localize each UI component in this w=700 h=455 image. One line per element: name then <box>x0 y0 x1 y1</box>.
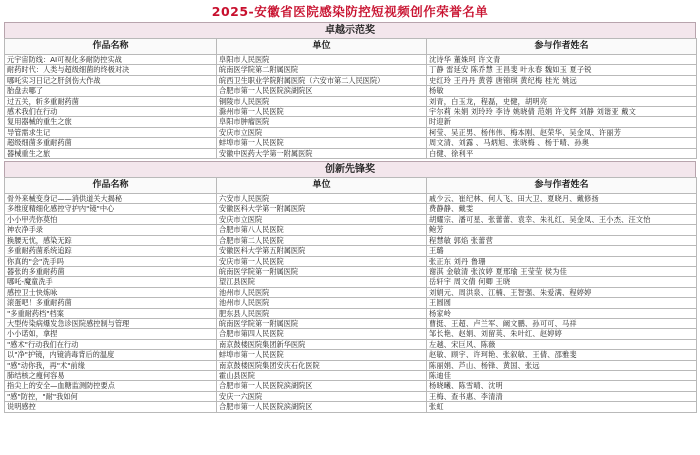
table-row <box>5 138 697 148</box>
table-row <box>5 370 697 380</box>
cell-unit: 池州市人民医院 <box>217 298 427 308</box>
table-row <box>5 402 697 412</box>
table-row <box>5 96 697 106</box>
cell-unit: 合肥市第四人民医院 <box>217 329 427 339</box>
cell-authors: 杨敏 <box>427 86 697 96</box>
cell-authors: 丁静 雷延安 陈乔慧 王昌斐 叶永春 魏如玉 夏子锐 <box>427 65 697 75</box>
cell-work-name: 多重耐药菌系统追踪 <box>5 246 217 256</box>
cell-unit: 合肥市第一人民医院滨湖院区 <box>217 402 427 412</box>
cell-unit: 皖南医学院第一附属医院 <box>217 318 427 328</box>
cell-work-name: 过五关，斩多重耐药菌 <box>5 96 217 106</box>
cell-unit: 阜阳市人民医院 <box>217 55 427 65</box>
cell-authors: 周文清、刘露 、马炳旭、张晓梅 、杨于晴、孙奥 <box>427 138 697 148</box>
table-row <box>5 127 697 137</box>
cell-work-name: 感控卫士快炼咏 <box>5 287 217 297</box>
table-row <box>5 277 697 287</box>
cell-unit: 霍山县医院 <box>217 370 427 380</box>
excellence-award-rows <box>5 55 697 159</box>
cell-unit: 肥东县人民医院 <box>217 308 427 318</box>
cell-authors: 胡耀宗、潘可星、张蕾蕾、袁幸、朱礼红、吴金凤、王小杰、汪文怡 <box>427 214 697 224</box>
cell-authors: 柯莹、吴正男、杨伟伟、梅本刚、赵荣华、吴金凤、许丽芳 <box>427 127 697 137</box>
header-authors: 参与作者姓名 <box>427 39 697 55</box>
table-row <box>5 381 697 391</box>
cell-unit: 皖西卫生职业学院附属医院（六安市第二人民医院） <box>217 75 427 85</box>
cell-authors: 费静静、戴雯 <box>427 204 697 214</box>
cell-authors: 左越、宋巨风、陈薇 <box>427 339 697 349</box>
cell-authors: 王圆圆 <box>427 298 697 308</box>
table-row <box>5 214 697 224</box>
cell-authors: 赵敏、顾宇、许珂艳、张叙敏、王倩、邵雅斐 <box>427 350 697 360</box>
cell-work-name: 多维度精细化感控守护内"镜"中心 <box>5 204 217 214</box>
header-authors: 参与作者姓名 <box>427 178 697 194</box>
table-row <box>5 204 697 214</box>
innovation-award-table <box>4 177 697 413</box>
cell-unit: 阜阳市肿瘤医院 <box>217 117 427 127</box>
table-row <box>5 329 697 339</box>
cell-authors: 戚少云、崔纪林、何人飞、田大卫、夏晓月、戴修扬 <box>427 194 697 204</box>
cell-work-name: 导管需求生记 <box>5 127 217 137</box>
cell-authors: 张虹 <box>427 402 697 412</box>
cell-unit: 安徽医科大学第五附属医院 <box>217 246 427 256</box>
cell-unit: 南京鼓楼医院集团安庆石化医院 <box>217 360 427 370</box>
cell-work-name: 你真的"会"洗手吗 <box>5 256 217 266</box>
innovation-award-rows <box>5 194 697 413</box>
table-row <box>5 225 697 235</box>
cell-authors: 王梅、查书惠、李清清 <box>427 391 697 401</box>
table-row <box>5 75 697 85</box>
cell-work-name: 胎盘去哪了 <box>5 86 217 96</box>
cell-unit: 蚌埠市第一人民医院 <box>217 350 427 360</box>
cell-work-name: 指尖上的安全—血糖监测防控要点 <box>5 381 217 391</box>
table-row <box>5 148 697 158</box>
cell-work-name: 超级细菌多重耐药菌 <box>5 138 217 148</box>
cell-authors: 陈丽娟、芦山、杨锋、黄国、张远 <box>427 360 697 370</box>
cell-work-name: 以"净"护镜，内镜消毒背后的温度 <box>5 350 217 360</box>
cell-unit: 合肥市第一人民医院滨湖院区 <box>217 86 427 96</box>
cell-unit: 安徽医科大学第一附属医院 <box>217 204 427 214</box>
cell-unit: 安庆市立医院 <box>217 214 427 224</box>
table-row <box>5 235 697 245</box>
cell-unit: 合肥市第一人民医院滨湖院区 <box>217 381 427 391</box>
excellence-award-table <box>4 38 697 159</box>
cell-work-name: 复用器械的重生之旅 <box>5 117 217 127</box>
cell-authors: 程慧敏 郭焰 张蕾营 <box>427 235 697 245</box>
cell-authors: 杨晓曦、陈雪晴、沈明 <box>427 381 697 391</box>
cell-work-name: 哪吒实习日记之肝剑伤大作战 <box>5 75 217 85</box>
cell-unit: 合肥市第二人民医院 <box>217 235 427 245</box>
cell-work-name: 小小甲壳你莫怕 <box>5 214 217 224</box>
table-row <box>5 65 697 75</box>
cell-authors: 白健、徐利平 <box>427 148 697 158</box>
cell-authors: 时迎新 <box>427 117 697 127</box>
cell-authors: 刘娟元、周洪泉、江楠、王智强、朱爱满、程婷婷 <box>427 287 697 297</box>
table-row <box>5 55 697 65</box>
cell-work-name: 大型传染病爆发急诊医院感控制与管理 <box>5 318 217 328</box>
cell-authors: 刘青，白玉龙，程磊，史健，胡明亮 <box>427 96 697 106</box>
cell-authors: 史红玲 王丹丹 黄蓉 唐锦琪 黄纪梅 桂光 姚远 <box>427 75 697 85</box>
cell-work-name: 感术我们在行动 <box>5 107 217 117</box>
cell-authors: 鲍芳 <box>427 225 697 235</box>
cell-unit: 池州市人民医院 <box>217 287 427 297</box>
cell-authors: 王璐 <box>427 246 697 256</box>
cell-unit: 安庆市第一人民医院 <box>217 256 427 266</box>
cell-unit: 蚌埠市第一人民医院 <box>217 138 427 148</box>
cell-unit: 合肥市第八人民医院 <box>217 225 427 235</box>
table-row <box>5 266 697 276</box>
table-row <box>5 287 697 297</box>
header-unit: 单位 <box>217 178 427 194</box>
section-title-innovation: 创新先锋奖 <box>4 161 696 177</box>
cell-authors: 曹挺、王超、卢兰军、阚文鹏、孙可可、马祥 <box>427 318 697 328</box>
cell-authors: 谢淇 金敏清 张汝婷 夏邢瑜 王莹莹 侯为佳 <box>427 266 697 276</box>
cell-unit: 六安市人民医院 <box>217 194 427 204</box>
header-work-name: 作品名称 <box>5 178 217 194</box>
cell-work-name: 肺结核之瘦何容易 <box>5 370 217 380</box>
table-row <box>5 194 697 204</box>
table-row <box>5 107 697 117</box>
table-row <box>5 350 697 360</box>
section-title-excellence: 卓越示范奖 <box>4 22 696 38</box>
table-row <box>5 318 697 328</box>
cell-unit: 望江县医院 <box>217 277 427 287</box>
cell-work-name: "感"动你我，再"术"前缘 <box>5 360 217 370</box>
cell-work-name: "感术"行动我们在行动 <box>5 339 217 349</box>
cell-work-name: 器张的多重耐药菌 <box>5 266 217 276</box>
cell-work-name: 滚蛋吧！多重耐药菌 <box>5 298 217 308</box>
table-row <box>5 246 697 256</box>
cell-unit: 安徽中医药大学第一附属医院 <box>217 148 427 158</box>
cell-authors: 岳轩宇 周文倩 何卿 王晓 <box>427 277 697 287</box>
document-title: 2025-安徽省医院感染防控短视频创作荣誉名单 <box>211 4 489 19</box>
cell-work-name: 器械重生之旅 <box>5 148 217 158</box>
cell-unit: 安庆一六医院 <box>217 391 427 401</box>
cell-work-name: 换腰无忧，感染无踪 <box>5 235 217 245</box>
cell-unit: 安庆市立医院 <box>217 127 427 137</box>
header-work-name: 作品名称 <box>5 39 217 55</box>
cell-authors: 宇尔莉 朱娟 刘玲玲 李诗 姚晓倩 范娟 许戈辉 刘静 刘谐亚 戴文 <box>427 107 697 117</box>
cell-authors: 陈迪佳 <box>427 370 697 380</box>
cell-work-name: 耐药时代：人类与超级细菌的终极对决 <box>5 65 217 75</box>
cell-authors: 邹长艳、赵娟、刘留英、朱叶红、赵婷婷 <box>427 329 697 339</box>
table-row <box>5 391 697 401</box>
table-header-row <box>5 39 697 55</box>
cell-authors: 杨家岭 <box>427 308 697 318</box>
cell-authors: 张正东 刘丹 鲁珊 <box>427 256 697 266</box>
header-unit: 单位 <box>217 39 427 55</box>
cell-unit: 皖南医学院第二附属医院 <box>217 65 427 75</box>
table-row <box>5 308 697 318</box>
table-row <box>5 256 697 266</box>
cell-unit: 南京鼓楼医院集团新华医院 <box>217 339 427 349</box>
cell-work-name: "多重耐药档"档案 <box>5 308 217 318</box>
cell-work-name: "感"防控，"耐"我如何 <box>5 391 217 401</box>
cell-unit: 皖南医学院第一附属医院 <box>217 266 427 276</box>
cell-unit: 铜陵市人民医院 <box>217 96 427 106</box>
cell-authors: 沈诗华 董姝珂 许文青 <box>427 55 697 65</box>
table-row <box>5 117 697 127</box>
cell-work-name: 元宇宙防线：AI可视化多耐防控实战 <box>5 55 217 65</box>
table-row <box>5 298 697 308</box>
cell-work-name: 哪吒-魔童洗手 <box>5 277 217 287</box>
cell-work-name: 小小诺如，拿捏 <box>5 329 217 339</box>
table-header-row <box>5 178 697 194</box>
cell-work-name: 神农净手录 <box>5 225 217 235</box>
table-row <box>5 339 697 349</box>
cell-work-name: 骨外来械变身记——消供道关大揭秘 <box>5 194 217 204</box>
cell-work-name: 说明感控 <box>5 402 217 412</box>
cell-unit: 滁州市第一人民医院 <box>217 107 427 117</box>
table-row <box>5 86 697 96</box>
table-row <box>5 360 697 370</box>
